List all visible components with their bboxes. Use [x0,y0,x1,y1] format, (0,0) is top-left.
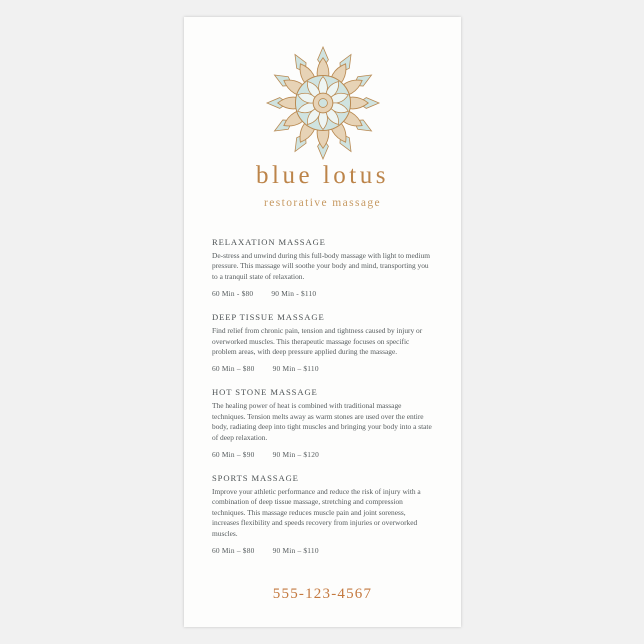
price-amount: $120 [303,450,319,460]
service-prices [212,289,434,298]
price-duration: 90 Min [271,289,295,299]
price-amount: $90 [242,450,255,460]
service-description: Improve your athletic performance and reduce the risk of injury with a combination of deep tissue massage, stretching and compression techniques. This massage reduces muscle pain and joint soreness, increases flexibility and speeds recovery from injuries or overworked muscles. [212,487,421,538]
service-description: De-stress and unwind during this full-body massage with light to medium pressure. This massage will soothe your body and mind, transporting you to a tranquil state of relaxation. [212,251,430,281]
service-prices [212,450,434,459]
service-item [212,312,434,373]
service-title: HOT STONE MASSAGE [212,387,318,398]
brand-name: blue lotus [256,162,389,189]
price-separator: – [236,546,241,556]
price-amount: $80 [242,364,255,374]
price-duration: 90 Min [272,364,296,374]
service-description: The healing power of heat is combined with traditional massage techniques. Tension melts away as warm stones are used over the entire body, radiating deep into tight muscles and bringing your body into a state of deep relaxation. [212,401,432,442]
price-amount: $110 [303,546,319,556]
price-duration: 60 Min [212,450,235,460]
price-duration: 60 Min [212,364,235,374]
price-separator: – [236,364,241,374]
lotus-mandala-icon [264,44,382,162]
price-separator: – [297,450,302,460]
price-amount: $80 [242,546,255,556]
service-prices [212,546,434,555]
brand-tagline: restorative massage [264,197,381,209]
price-separator: – [297,364,302,374]
price-separator: – [297,546,302,556]
price-duration: 90 Min [272,546,296,556]
service-prices [212,364,434,373]
price-separator: - [296,289,299,299]
rack-card [184,17,461,627]
service-item [212,237,434,298]
phone-number: 555-123-4567 [272,586,373,602]
price-separator: – [236,450,241,460]
services-list [212,237,434,569]
price-amount: $110 [300,289,317,299]
price-duration: 90 Min [272,450,296,460]
service-title: RELAXATION MASSAGE [212,237,326,247]
price-amount: $80 [241,289,254,299]
service-title: SPORTS MASSAGE [212,473,299,484]
service-description: Find relief from chronic pain, tension and tightness caused by injury or overworked muscles. This therapeutic massage focuses on specific problem areas, with deep pressure applied during the massage. [212,326,423,357]
price-separator: - [236,289,240,299]
price-amount: $110 [303,364,319,374]
service-item [212,387,434,459]
service-title: DEEP TISSUE MASSAGE [212,312,325,323]
price-duration: 60 Min [212,546,235,556]
price-duration: 60 Min [212,289,235,299]
service-item [212,473,434,555]
